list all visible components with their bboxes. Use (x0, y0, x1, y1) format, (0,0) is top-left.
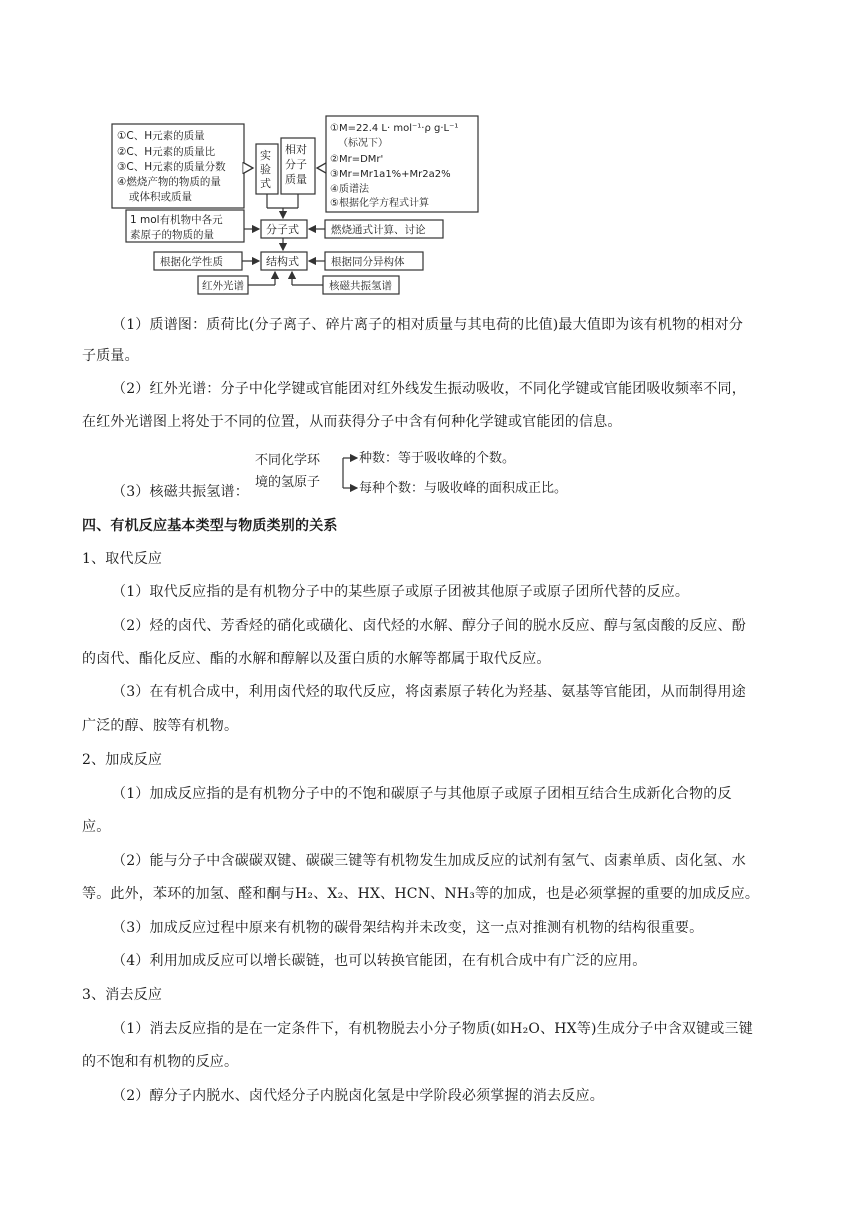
molecular-formula-label: 分子式 (266, 223, 299, 236)
right-box-line: ④质谱法 (330, 184, 369, 195)
left-box-line: ②C、H元素的质量比 (117, 146, 216, 158)
subsection-3-heading: 3、消去反应 (82, 987, 163, 1003)
addition-paragraph-1-line: （1）加成反应指的是有机物分子中的不饱和碳原子与其他原子或原子团相互结合生成新化合物的反 (112, 786, 732, 802)
nmr-left-line: 不同化学环 (255, 453, 321, 468)
chemical-properties-label: 根据化学性质 (160, 256, 223, 268)
mass-spectrum-paragraph-line: 子质量。 (82, 348, 139, 364)
relative-mass-line: 相对 (285, 143, 307, 156)
right-box-line: （标况下） (338, 138, 388, 149)
elimination-paragraph-1-line: 的不饱和有机物的反应。 (82, 1054, 239, 1070)
subsection-1-heading: 1、取代反应 (82, 551, 163, 567)
substitution-paragraph-3-line: （3）在有机合成中，利用卤代烃的取代反应，将卤素原子转化为羟基、氨基等官能团，从而制得用途 (112, 684, 746, 700)
substitution-paragraph-3-line: 广泛的醇、胺等有机物。 (82, 718, 239, 734)
substitution-paragraph-2-line: 的卤代、酯化反应、酯的水解和醇解以及蛋白质的水解等都属于取代反应。 (82, 651, 551, 667)
ir-paragraph-line: （2）红外光谱：分子中化学键或官能团对红外线发生振动吸收，不同化学键或官能团吸收频率不同， (112, 381, 746, 397)
relative-mass-line: 分子 (285, 158, 307, 171)
right-box-line: ③Mr=Mr1a1%+Mr2a2% (330, 169, 451, 180)
relative-mass-line: 质量 (285, 173, 307, 186)
experimental-formula-char: 实 (260, 149, 271, 162)
addition-paragraph-3: （3）加成反应过程中原来有机物的碳骨架结构并未改变，这一点对推测有机物的结构很重要。 (112, 920, 704, 936)
elimination-paragraph-2: （2）醇分子内脱水、卤代烃分子内脱卤化氢是中学阶段必须掌握的消去反应。 (112, 1088, 604, 1104)
left-box-line: ①C、H元素的质量 (117, 130, 205, 142)
determination-flow-diagram (110, 112, 482, 302)
elimination-paragraph-1-line: （1）消去反应指的是在一定条件下，有机物脱去小分子物质(如H₂O、HX等)生成分子中含双键或三键 (112, 1021, 753, 1037)
right-box-line: ②Mr=DMr' (330, 154, 384, 165)
nmr-figure (245, 446, 605, 498)
nmr-left-line: 境的氢原子 (255, 475, 321, 490)
structural-formula-label: 结构式 (266, 255, 299, 268)
mol-box-line: 1 mol有机物中各元 (130, 214, 223, 226)
subsection-2-heading: 2、加成反应 (82, 752, 163, 768)
nmr-paragraph-label: （3）核磁共振氢谱： (112, 484, 249, 500)
isomers-label: 根据同分异构体 (331, 256, 405, 268)
substitution-paragraph-2-line: （2）烃的卤代、芳香烃的硝化或磺化、卤代烃的水解、醇分子间的脱水反应、醇与氢卤酸的反应、酚 (112, 618, 746, 634)
ir-spectrum-label: 红外光谱 (202, 280, 244, 292)
nmr-bottom-text: 每种个数：与吸收峰的面积成正比。 (359, 481, 568, 496)
experimental-formula-char: 验 (260, 163, 271, 176)
ir-paragraph-line: 在红外光谱图上将处于不同的位置，从而获得分子中含有何种化学键或官能团的信息。 (82, 414, 622, 430)
substitution-paragraph-1: （1）取代反应指的是有机物分子中的某些原子或原子团被其他原子或原子团所代替的反应。 (112, 584, 690, 600)
left-box-line: 或体积或质量 (129, 191, 192, 203)
right-box-line: ⑤根据化学方程式计算 (330, 198, 429, 209)
experimental-formula-char: 式 (260, 177, 271, 190)
mass-spectrum-paragraph-line: （1）质谱图：质荷比(分子离子、碎片离子的相对质量与其电荷的比值)最大值即为该有机物的相对分 (112, 317, 744, 333)
nmr-top-text: 种数：等于吸收峰的个数。 (359, 451, 516, 466)
mol-box-line: 素原子的物质的量 (130, 229, 214, 241)
addition-paragraph-4: （4）利用加成反应可以增长碳链，也可以转换官能团，在有机合成中有广泛的应用。 (112, 953, 647, 969)
combustion-calc-label: 燃烧通式计算、讨论 (331, 224, 426, 236)
section-4-heading: 四、有机反应基本类型与物质类别的关系 (82, 518, 338, 534)
left-box-line: ④燃烧产物的物质的量 (117, 176, 221, 188)
right-box-line: ①M=22.4 L· mol⁻¹·ρ g·L⁻¹ (330, 123, 459, 134)
addition-paragraph-1-line: 应。 (82, 819, 111, 835)
left-box-line: ③C、H元素的质量分数 (117, 161, 226, 173)
addition-paragraph-2-line: 等。此外，苯环的加氢、醛和酮与H₂、X₂、HX、HCN、NH₃等的加成，也是必须掌握的重要的加成反应。 (82, 886, 760, 902)
nmr-spectrum-label: 核磁共振氢谱 (329, 280, 392, 292)
addition-paragraph-2-line: （2）能与分子中含碳碳双键、碳碳三键等有机物发生加成反应的试剂有氢气、卤素单质、卤化氢、水 (112, 853, 746, 869)
